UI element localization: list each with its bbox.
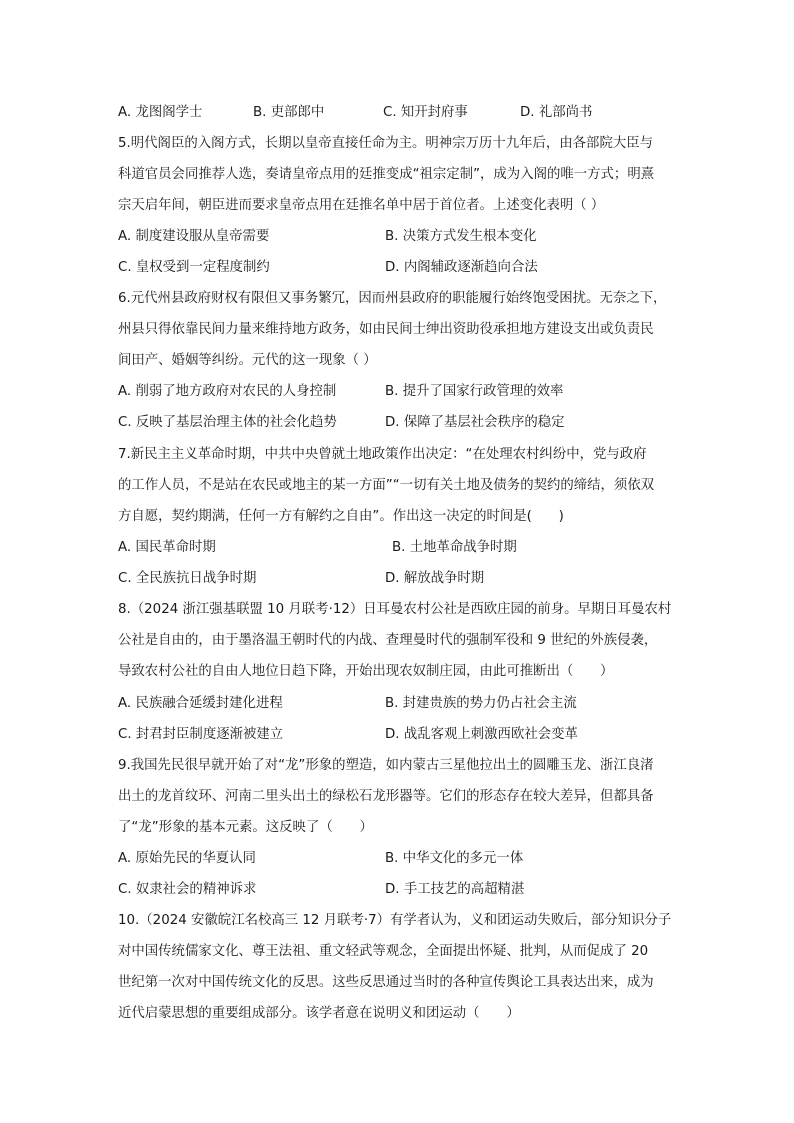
q7-stem-line-1: 7.新民主主义革命时期，中共中央曾就土地政策作出决定：“在处理农村纠纷中，党与政府 (118, 447, 647, 462)
q7-option-b: B. 土地革命战争时期 (392, 540, 517, 555)
q9-option-c: C. 奴隶社会的精神诉求 (118, 882, 257, 897)
q8-stem-line-3: 导致农村公社的自由人地位日趋下降，开始出现农奴制庄园，由此可推断出（ ） (118, 664, 614, 679)
q6-option-c: C. 反映了基层治理主体的社会化趋势 (118, 415, 337, 430)
q9-option-b: B. 中华文化的多元一体 (385, 851, 524, 866)
q5-stem-line-2: 科道官员会同推荐人选，奏请皇帝点用的廷推变成“祖宗定制”，成为入阁的唯一方式；明熹 (118, 167, 655, 182)
q6-stem-line-1: 6.元代州县政府财权有限但又事务繁冗，因而州县政府的职能履行始终饱受困扰。无奈之下， (118, 291, 667, 306)
q8-option-b: B. 封建贵族的势力仍占社会主流 (385, 696, 577, 711)
q9-stem-line-1: 9.我国先民很早就开始了对“龙”形象的塑造，如内蒙古三星他拉出土的圆雕玉龙、浙江良渚 (118, 758, 654, 773)
q5-option-a: A. 制度建设服从皇帝需要 (118, 229, 270, 244)
q6-option-b: B. 提升了国家行政管理的效率 (385, 384, 564, 399)
q5-stem-line-1: 5.明代阁臣的入阁方式，长期以皇帝直接任命为主。明神宗万历十九年后，由各部院大臣与 (118, 136, 654, 151)
q7-option-d: D. 解放战争时期 (385, 571, 485, 586)
q8-option-c: C. 封君封臣制度逐渐被建立 (118, 727, 284, 742)
q6-stem-line-3: 间田产、婚姻等纠纷。元代的这一现象（ ） (118, 353, 377, 368)
q8-option-d: D. 战乱客观上刺激西欧社会变革 (385, 727, 578, 742)
q9-stem-line-3: 了“龙”形象的基本元素。这反映了（ ） (118, 820, 373, 835)
q8-stem-line-2: 公社是自由的，由于墨洛温王朝时代的内战、查理曼时代的强制军役和 9 世纪的外族侵袭， (118, 633, 658, 648)
q5-option-c: C. 皇权受到一定程度制约 (118, 260, 270, 275)
q6-stem-line-2: 州县只得依靠民间力量来维持地方政务，如由民间士绅出资助役承担地方建设支出或负责民 (118, 322, 654, 337)
q10-stem-line-4: 近代启蒙思想的重要组成部分。该学者意在说明义和团运动（ ） (118, 1006, 520, 1021)
q6-option-a: A. 削弱了地方政府对农民的人身控制 (118, 384, 337, 399)
q10-stem-line-1: 10.（2024 安徽皖江名校高三 12 月联考·7）有学者认为，义和团运动失败后，部分知识分子 (118, 913, 672, 928)
q7-option-c: C. 全民族抗日战争时期 (118, 571, 257, 586)
q10-stem-line-3: 世纪第一次对中国传统文化的反思。这些反思通过当时的各种宣传舆论工具表达出来，成为 (118, 975, 654, 990)
q6-option-d: D. 保障了基层社会秩序的稳定 (385, 415, 565, 430)
q4-option-d: D. 礼部尚书 (520, 105, 593, 120)
q8-stem-line-1: 8.（2024 浙江强基联盟 10 月联考·12）日耳曼农村公社是西欧庄园的前身。早期日耳曼农村 (118, 602, 672, 617)
q5-stem-line-3: 宗天启年间，朝臣进而要求皇帝点用在廷推名单中居于首位者。上述变化表明（ ） (118, 198, 605, 213)
q9-option-d: D. 手工技艺的高超精湛 (385, 882, 525, 897)
q7-stem-line-3: 方自愿，契约期满，任何一方有解约之自由”。作出这一决定的时间是( ) (118, 509, 564, 524)
q7-stem-line-2: 的工作人员，不是站在农民或地主的某一方面”“一切有关土地及债务的契约的缔结，须依双 (118, 478, 655, 493)
q8-option-a: A. 民族融合延缓封建化进程 (118, 696, 283, 711)
q7-option-a: A. 国民革命时期 (118, 540, 216, 555)
q9-stem-line-2: 出土的龙首纹环、河南二里头出土的绿松石龙形器等。它们的形态存在较大差异，但都具备 (118, 789, 654, 804)
q4-option-c: C. 知开封府事 (383, 105, 468, 120)
q5-option-b: B. 决策方式发生根本变化 (385, 229, 537, 244)
q10-stem-line-2: 对中国传统儒家文化、尊王法祖、重文轻武等观念，全面提出怀疑、批判，从而促成了 20 (118, 944, 649, 959)
q4-option-b: B. 吏部郎中 (253, 105, 325, 120)
q4-option-a: A. 龙图阁学士 (118, 105, 203, 120)
q5-option-d: D. 内阁辅政逐渐趋向合法 (385, 260, 538, 275)
q9-option-a: A. 原始先民的华夏认同 (118, 851, 256, 866)
